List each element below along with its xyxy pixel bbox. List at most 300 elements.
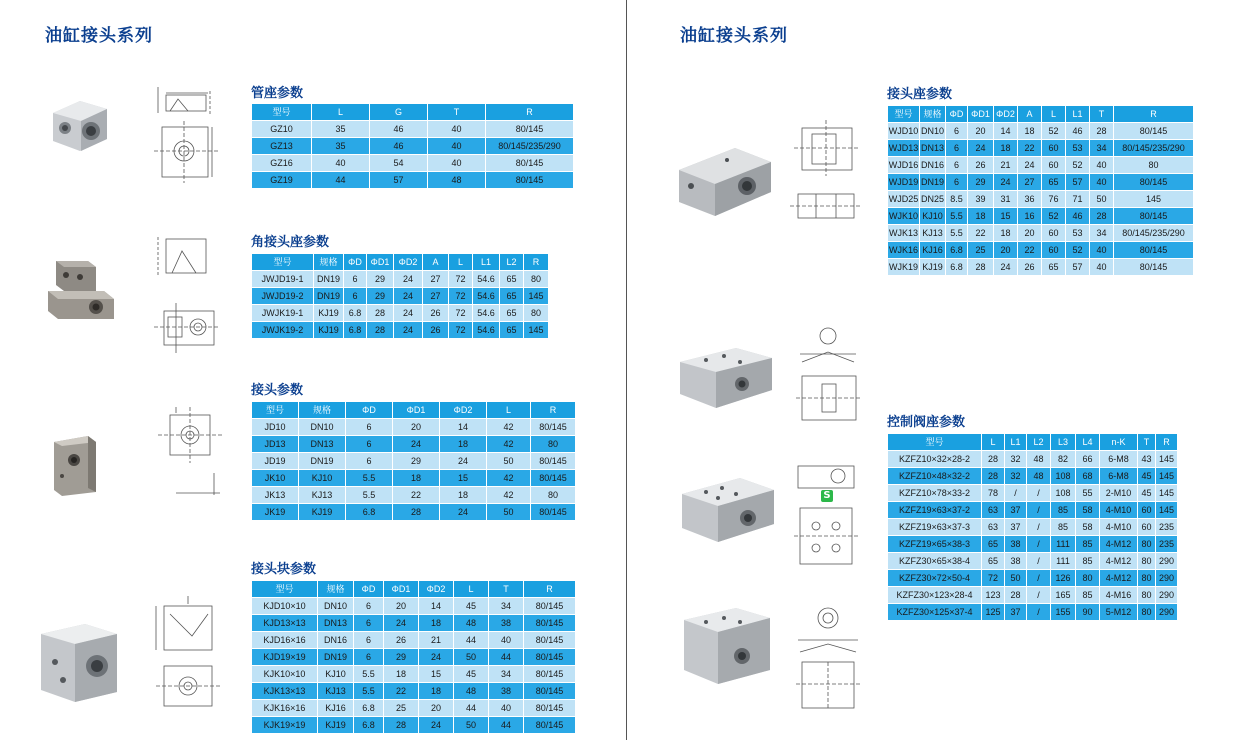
table-cell: 18 xyxy=(968,208,994,225)
spec-table-jietouzuo xyxy=(887,105,1194,276)
table-cell: JD10 xyxy=(252,419,299,436)
table-cell: 80/145 xyxy=(1114,259,1194,276)
table-cell: 32 xyxy=(1005,451,1027,468)
table-cell: 80/145 xyxy=(1114,123,1194,140)
table-row xyxy=(252,649,576,666)
table-cell: 6.8 xyxy=(346,504,393,521)
table-row xyxy=(888,519,1178,536)
table-row xyxy=(252,271,549,288)
table-cell: / xyxy=(1027,553,1051,570)
table-cell: 36 xyxy=(1018,191,1042,208)
table-cell: 80/145 xyxy=(524,683,576,700)
table-cell: 6 xyxy=(946,140,968,157)
table-cell: KZFZ19×63×37-3 xyxy=(888,519,982,536)
column-header: G xyxy=(370,104,428,121)
table-cell: 24 xyxy=(440,504,487,521)
column-header: L xyxy=(982,434,1005,451)
table-cell: 235 xyxy=(1156,519,1178,536)
column-header: L2 xyxy=(1027,434,1051,451)
table-cell: 80/145/235/290 xyxy=(486,138,574,155)
page-divider xyxy=(626,0,627,740)
table-cell: KJ16 xyxy=(920,242,946,259)
table-cell: 6 xyxy=(346,453,393,470)
table-cell: 145 xyxy=(1156,451,1178,468)
table-cell: 24 xyxy=(440,453,487,470)
table-cell: KJ19 xyxy=(920,259,946,276)
table-cell: 80 xyxy=(531,487,576,504)
table-cell: 29 xyxy=(968,174,994,191)
drawing-jietouzuo xyxy=(786,118,866,228)
table-cell: 2-M10 xyxy=(1100,485,1138,502)
table-cell: 50 xyxy=(1090,191,1114,208)
table-cell: 60 xyxy=(1042,225,1066,242)
table-cell: 40 xyxy=(428,155,486,172)
table-cell: 29 xyxy=(367,271,394,288)
table-cell: 80 xyxy=(1076,570,1100,587)
column-header: 型号 xyxy=(252,104,312,121)
table-cell: 24 xyxy=(393,436,440,453)
table-cell: 18 xyxy=(419,615,454,632)
table-row xyxy=(888,208,1194,225)
column-header: ΦD xyxy=(354,581,384,598)
table-cell: 4-M12 xyxy=(1100,536,1138,553)
table-cell: 24 xyxy=(394,271,423,288)
table-cell: 6 xyxy=(354,598,384,615)
table-cell: 44 xyxy=(454,632,489,649)
table-cell: 65 xyxy=(1042,259,1066,276)
table-cell: 24 xyxy=(394,305,423,322)
table-cell: KZFZ30×65×38-4 xyxy=(888,553,982,570)
table-cell: 45 xyxy=(1138,485,1156,502)
table-cell: 35 xyxy=(312,138,370,155)
table-cell: 6 xyxy=(344,271,367,288)
table-cell: 6.8 xyxy=(344,305,367,322)
table-cell: 48 xyxy=(1027,451,1051,468)
table-cell: 24 xyxy=(994,174,1018,191)
table-cell: DN10 xyxy=(299,419,346,436)
table-cell: 85 xyxy=(1076,553,1100,570)
table-cell: 20 xyxy=(384,598,419,615)
table-cell: / xyxy=(1027,536,1051,553)
drawing-kongzhifa-2 xyxy=(790,462,862,572)
table-cell: WJK16 xyxy=(888,242,920,259)
table-cell: DN10 xyxy=(318,598,354,615)
column-header: 规格 xyxy=(318,581,354,598)
product-photo-jietouzuo xyxy=(675,140,775,220)
table-cell: 235 xyxy=(1156,536,1178,553)
table-cell: 5.5 xyxy=(946,208,968,225)
table-cell: 78 xyxy=(982,485,1005,502)
table-cell: 44 xyxy=(489,649,524,666)
table-cell: 71 xyxy=(1066,191,1090,208)
table-cell: 6.8 xyxy=(354,717,384,734)
table-cell: KJ10 xyxy=(920,208,946,225)
table-cell: 55 xyxy=(1076,485,1100,502)
drawing-guanzuo xyxy=(148,85,233,195)
table-cell: / xyxy=(1027,604,1051,621)
table-cell: 54.6 xyxy=(473,288,500,305)
table-cell: 48 xyxy=(428,172,486,189)
table-cell: DN19 xyxy=(299,453,346,470)
table-cell: 125 xyxy=(982,604,1005,621)
table-cell: KJK13×13 xyxy=(252,683,318,700)
section-title-jietoukuai: 接头块参数 xyxy=(251,562,317,577)
column-header: ΦD1 xyxy=(384,581,419,598)
table-cell: 40 xyxy=(312,155,370,172)
table-cell: 80/145 xyxy=(1114,242,1194,259)
table-cell: 65 xyxy=(500,288,524,305)
spec-table-guanzuo xyxy=(251,103,574,189)
table-cell: 39 xyxy=(968,191,994,208)
table-cell: 45 xyxy=(454,598,489,615)
table-cell: 65 xyxy=(500,305,524,322)
table-cell: 34 xyxy=(489,666,524,683)
table-cell: 18 xyxy=(994,140,1018,157)
table-cell: 44 xyxy=(454,700,489,717)
column-header: 型号 xyxy=(888,106,920,123)
column-header: ΦD xyxy=(344,254,367,271)
table-cell: 20 xyxy=(393,419,440,436)
table-cell: 80/145 xyxy=(531,453,576,470)
column-header: T xyxy=(1090,106,1114,123)
table-cell: WJD19 xyxy=(888,174,920,191)
table-cell: 80/145 xyxy=(524,649,576,666)
table-cell: GZ19 xyxy=(252,172,312,189)
table-cell: DN16 xyxy=(920,157,946,174)
table-cell: 25 xyxy=(968,242,994,259)
table-cell: 5.5 xyxy=(946,225,968,242)
table-cell: 40 xyxy=(1090,259,1114,276)
table-cell: 28 xyxy=(1090,123,1114,140)
product-photo-kongzhifa-1 xyxy=(676,340,776,415)
table-cell: JK10 xyxy=(252,470,299,487)
table-cell: KJ16 xyxy=(318,700,354,717)
table-row xyxy=(252,155,574,172)
table-cell: 52 xyxy=(1042,208,1066,225)
table-cell: / xyxy=(1027,570,1051,587)
table-cell: 4-M10 xyxy=(1100,502,1138,519)
drawing-kongzhifa-3 xyxy=(792,600,864,715)
table-cell: KJD10×10 xyxy=(252,598,318,615)
column-header: L xyxy=(449,254,473,271)
table-cell: / xyxy=(1005,485,1027,502)
table-cell: 65 xyxy=(500,322,524,339)
table-cell: JK13 xyxy=(252,487,299,504)
table-cell: 20 xyxy=(1018,225,1042,242)
drawing-jietoukuai xyxy=(152,592,232,712)
table-row xyxy=(888,604,1178,621)
table-cell: 5.5 xyxy=(354,683,384,700)
table-cell: 40 xyxy=(428,121,486,138)
table-cell: KZFZ30×72×50-4 xyxy=(888,570,982,587)
table-cell: KJD13×13 xyxy=(252,615,318,632)
column-header: T xyxy=(1138,434,1156,451)
table-cell: 28 xyxy=(982,451,1005,468)
table-cell: 22 xyxy=(1018,140,1042,157)
table-cell: 14 xyxy=(419,598,454,615)
table-cell: 60 xyxy=(1042,242,1066,259)
table-cell: 60 xyxy=(1138,502,1156,519)
table-cell: KZFZ19×65×38-3 xyxy=(888,536,982,553)
column-header: ΦD1 xyxy=(968,106,994,123)
table-cell: JWJK19-2 xyxy=(252,322,314,339)
table-cell: KZFZ19×63×37-2 xyxy=(888,502,982,519)
column-header: ΦD2 xyxy=(394,254,423,271)
table-row xyxy=(252,419,576,436)
column-header: 型号 xyxy=(252,402,299,419)
table-cell: GZ16 xyxy=(252,155,312,172)
column-header: ΦD2 xyxy=(440,402,487,419)
table-cell: DN19 xyxy=(920,174,946,191)
table-cell: 38 xyxy=(1005,553,1027,570)
table-cell: 42 xyxy=(487,470,531,487)
table-cell: 54 xyxy=(370,155,428,172)
table-cell: 34 xyxy=(1090,225,1114,242)
table-cell: DN25 xyxy=(920,191,946,208)
table-cell: 60 xyxy=(1042,157,1066,174)
table-cell: KJ19 xyxy=(314,305,344,322)
table-cell: 34 xyxy=(489,598,524,615)
table-cell: 54.6 xyxy=(473,271,500,288)
table-cell: 80 xyxy=(531,436,576,453)
table-cell: 290 xyxy=(1156,587,1178,604)
table-cell: 44 xyxy=(312,172,370,189)
table-cell: 80 xyxy=(1138,553,1156,570)
table-cell: 40 xyxy=(489,700,524,717)
table-cell: 4-M16 xyxy=(1100,587,1138,604)
table-cell: / xyxy=(1027,485,1051,502)
column-header: L1 xyxy=(1005,434,1027,451)
table-cell: 14 xyxy=(440,419,487,436)
table-cell: 24 xyxy=(394,288,423,305)
table-cell: 4-M10 xyxy=(1100,519,1138,536)
table-cell: 6.8 xyxy=(946,259,968,276)
product-photo-kongzhifa-2 xyxy=(678,470,778,550)
right-page-title: 油缸接头系列 xyxy=(680,26,788,46)
table-cell: 15 xyxy=(419,666,454,683)
column-header: 型号 xyxy=(888,434,982,451)
table-cell: 6 xyxy=(346,419,393,436)
column-header: ΦD1 xyxy=(393,402,440,419)
column-header: R xyxy=(524,581,576,598)
table-cell: 6 xyxy=(354,649,384,666)
table-cell: 53 xyxy=(1066,225,1090,242)
table-cell: 48 xyxy=(454,615,489,632)
table-cell: WJD10 xyxy=(888,123,920,140)
column-header: T xyxy=(428,104,486,121)
table-row xyxy=(252,322,549,339)
product-photo-jietou xyxy=(48,430,103,500)
table-cell: / xyxy=(1027,519,1051,536)
table-cell: 80/145 xyxy=(1114,208,1194,225)
table-cell: 42 xyxy=(487,487,531,504)
table-cell: KJK10×10 xyxy=(252,666,318,683)
column-header: L2 xyxy=(500,254,524,271)
table-cell: 72 xyxy=(449,322,473,339)
table-cell: 28 xyxy=(1005,587,1027,604)
spec-table-jietoukuai xyxy=(251,580,576,734)
column-header: 规格 xyxy=(299,402,346,419)
column-header: L1 xyxy=(473,254,500,271)
table-cell: DN13 xyxy=(299,436,346,453)
table-cell: 165 xyxy=(1051,587,1076,604)
column-header: L1 xyxy=(1066,106,1090,123)
table-cell: KZFZ10×78×33-2 xyxy=(888,485,982,502)
drawing-jietou xyxy=(150,403,230,503)
table-row xyxy=(252,138,574,155)
table-cell: 29 xyxy=(384,649,419,666)
column-header: R xyxy=(486,104,574,121)
table-cell: 145 xyxy=(1156,502,1178,519)
table-cell: 80/145 xyxy=(531,419,576,436)
table-cell: 6 xyxy=(946,123,968,140)
table-cell: 80/145 xyxy=(486,121,574,138)
table-cell: 52 xyxy=(1066,242,1090,259)
table-cell: 26 xyxy=(1018,259,1042,276)
table-cell: 6.8 xyxy=(344,322,367,339)
table-cell: 44 xyxy=(489,717,524,734)
table-row xyxy=(888,587,1178,604)
table-cell: 80/145 xyxy=(531,504,576,521)
table-row xyxy=(252,598,576,615)
table-cell: 145 xyxy=(1156,485,1178,502)
table-row xyxy=(888,157,1194,174)
table-cell: JWJD19-1 xyxy=(252,271,314,288)
table-cell: 80/145/235/290 xyxy=(1114,225,1194,242)
table-cell: 15 xyxy=(440,470,487,487)
section-title-kongzhifa: 控制阀座参数 xyxy=(887,415,966,430)
table-cell: 18 xyxy=(440,487,487,504)
table-header-row xyxy=(252,104,574,121)
table-cell: 35 xyxy=(312,121,370,138)
table-cell: 18 xyxy=(393,470,440,487)
table-cell: 26 xyxy=(423,322,449,339)
table-cell: 50 xyxy=(454,717,489,734)
table-cell: 53 xyxy=(1066,140,1090,157)
table-cell: / xyxy=(1027,587,1051,604)
column-header: R xyxy=(531,402,576,419)
table-cell: 80 xyxy=(1138,604,1156,621)
table-row xyxy=(252,632,576,649)
table-cell: 54.6 xyxy=(473,305,500,322)
table-cell: 29 xyxy=(367,288,394,305)
table-cell: 18 xyxy=(440,436,487,453)
table-cell: 82 xyxy=(1051,451,1076,468)
column-header: R xyxy=(1156,434,1178,451)
table-cell: 46 xyxy=(1066,208,1090,225)
table-cell: 80 xyxy=(524,305,549,322)
table-header-row xyxy=(252,254,549,271)
table-cell: 28 xyxy=(367,322,394,339)
table-cell: 31 xyxy=(994,191,1018,208)
table-row xyxy=(888,536,1178,553)
table-header-row xyxy=(888,434,1178,451)
table-cell: GZ13 xyxy=(252,138,312,155)
table-cell: 6-M8 xyxy=(1100,468,1138,485)
table-row xyxy=(888,242,1194,259)
table-cell: KJ19 xyxy=(318,717,354,734)
column-header: L xyxy=(1042,106,1066,123)
table-cell: 6 xyxy=(946,157,968,174)
table-row xyxy=(252,470,576,487)
table-cell: 50 xyxy=(487,453,531,470)
table-header-row xyxy=(252,581,576,598)
table-cell: 58 xyxy=(1076,502,1100,519)
table-cell: WJK19 xyxy=(888,259,920,276)
table-cell: 4-M12 xyxy=(1100,570,1138,587)
table-cell: DN19 xyxy=(318,649,354,666)
table-cell: 24 xyxy=(994,259,1018,276)
table-cell: 290 xyxy=(1156,553,1178,570)
table-cell: 65 xyxy=(982,553,1005,570)
table-cell: WJK13 xyxy=(888,225,920,242)
table-cell: 5.5 xyxy=(346,470,393,487)
table-cell: KJD19×19 xyxy=(252,649,318,666)
table-cell: KJK19×19 xyxy=(252,717,318,734)
column-header: ΦD2 xyxy=(994,106,1018,123)
table-row xyxy=(888,259,1194,276)
table-cell: 28 xyxy=(968,259,994,276)
product-photo-jiaojietouzuo xyxy=(44,255,119,325)
table-cell: 42 xyxy=(487,436,531,453)
column-header: R xyxy=(524,254,549,271)
drawing-jiaojietouzuo xyxy=(148,233,233,358)
column-header: L3 xyxy=(1051,434,1076,451)
table-cell: 80 xyxy=(1138,570,1156,587)
table-cell: DN10 xyxy=(920,123,946,140)
table-cell: 28 xyxy=(393,504,440,521)
table-cell: 46 xyxy=(370,121,428,138)
table-cell: WJD13 xyxy=(888,140,920,157)
column-header: n-K xyxy=(1100,434,1138,451)
section-title-guanzuo: 管座参数 xyxy=(251,86,304,101)
spec-table-jietou xyxy=(251,401,576,521)
table-cell: 111 xyxy=(1051,553,1076,570)
table-cell: DN19 xyxy=(314,288,344,305)
table-cell: 80/145 xyxy=(524,632,576,649)
table-cell: 28 xyxy=(982,468,1005,485)
table-cell: 20 xyxy=(968,123,994,140)
table-row xyxy=(888,553,1178,570)
table-cell: 34 xyxy=(1090,140,1114,157)
table-cell: 40 xyxy=(428,138,486,155)
table-cell: 27 xyxy=(423,288,449,305)
table-cell: JWJK19-1 xyxy=(252,305,314,322)
column-header: A xyxy=(423,254,449,271)
table-cell: KJ13 xyxy=(920,225,946,242)
table-row xyxy=(252,172,574,189)
table-cell: 90 xyxy=(1076,604,1100,621)
table-cell: 145 xyxy=(524,288,549,305)
table-cell: WJD16 xyxy=(888,157,920,174)
table-cell: 40 xyxy=(489,632,524,649)
table-row xyxy=(252,288,549,305)
table-cell: 24 xyxy=(419,717,454,734)
table-cell: JK19 xyxy=(252,504,299,521)
table-cell: 145 xyxy=(1156,468,1178,485)
product-photo-jietoukuai xyxy=(35,618,125,708)
table-cell: KJ13 xyxy=(299,487,346,504)
green-s-logo-icon: S xyxy=(821,490,833,502)
table-cell: 80/145 xyxy=(524,615,576,632)
table-cell: 37 xyxy=(1005,519,1027,536)
table-cell: 21 xyxy=(419,632,454,649)
table-cell: 37 xyxy=(1005,502,1027,519)
table-cell: 38 xyxy=(489,683,524,700)
table-row xyxy=(888,485,1178,502)
table-cell: 80/145 xyxy=(531,470,576,487)
table-row xyxy=(888,468,1178,485)
